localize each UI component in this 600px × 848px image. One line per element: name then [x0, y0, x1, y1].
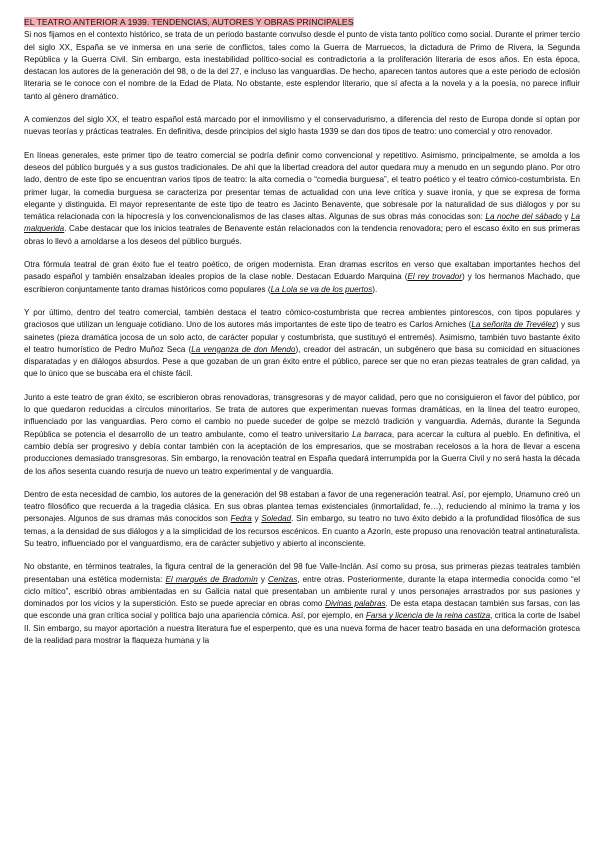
text-run: . De esta etapa destacan también sus farsas, con las que esconde una gran crítica social y política bajo una apariencia cómica. Así, por ejemplo, en — [24, 599, 580, 621]
work-link-cenizas[interactable]: Cenizas — [267, 574, 298, 584]
paragraph-valle-inclan — [24, 561, 580, 647]
text-run: . Cabe destacar que los inicios teatrales de Benavente están relacionados con la tendencia renovadora; pero el escaso éxito en sus primeras obras lo llevó a amoldarse a los deseos del público burgués. — [24, 224, 580, 246]
work-link-senorita-de-trevelez[interactable]: La señorita de Trevélez — [471, 320, 556, 330]
work-link-fedra[interactable]: Fedra — [230, 514, 252, 524]
work-link-marques-de-bradomin[interactable]: El marqués de Bradomín — [165, 574, 258, 584]
paragraph-generation-98 — [24, 489, 580, 550]
text-run: , critica la corte de Isabel II. Sin embargo, su mayor aportación a nuestra literatura fue el esperpento, que es una nueva forma de hacer teatro basada en una deformación grotesca de la realidad para mostrar la flaqueza humana y la — [24, 611, 580, 646]
text-run: , entre otras. Posteriormente, durante la etapa intermedia conocida como “el ciclo mítico”, escribió obras ambientadas en su Galicia natal que presentaban un ambiente rural y unos personajes arrastrados por sus pasiones y dominados por los vicios y la superstición. Esto se puede apreciar en obras como — [24, 574, 581, 609]
title-line — [24, 16, 580, 29]
paragraph-context: Si nos fijamos en el contexto histórico, se trata de un periodo bastante convulso desde el punto de vista tanto político como social. Durante el primer tercio del siglo XX, España se ve inmersa en una serie de conflictos, tales como la Guerra de Marruecos, la dictadura de Primo de Rivera, la Segunda República y la Guerra Civil. Sin embargo, esta inestabilidad político-social es contradictoria a la proliferación literaria de esos años. En esta época, destacan los autores de la generación del 98, o de la del 27, e incluso las vanguardias. De hecho, aparecen tantos autores que a este periodo de eclosión literaria se le conoce con el nombre de la Edad de Plata. No obstante, este esplendor literario, que sí afecta a la novela y a la poesía, no parece influir tanto al género dramático. — [24, 30, 580, 101]
text-run: Otra fórmula teatral de gran éxito fue el teatro poético, de origen modernista. Eran dramas escritos en verso que exaltaban importantes hechos del pasado español y también ensalzaban ideales propios de la clase noble. Destacan Eduardo Marquina ( — [24, 260, 580, 282]
document-title: EL TEATRO ANTERIOR A 1939. TENDENCIAS, AUTORES Y OBRAS PRINCIPALES — [24, 17, 354, 27]
text-run: Dentro de esta necesidad de cambio, los autores de la generación del 98 estaban a favor de una regeneración teatral. Así, por ejemplo, Unamuno creó un teatro filosófico que recuerda a la tragedia clásica. En sus obras plantea temas existenciales (inmortalidad, fe…), reduciendo al mínimo la trama y los personajes. Algunos de sus dramas más conocidos son — [24, 489, 580, 524]
italic-la-barraca: La barraca — [352, 429, 392, 439]
paragraph-renovating-theatre — [24, 392, 580, 478]
paragraph-comic-theatre — [24, 307, 580, 381]
text-run: No obstante, en términos teatrales, la figura central de la generación del 98 fue Valle-Inclán. Así como su prosa, sus primeras piezas teatrales también presentaban una estética modernista: — [24, 562, 580, 584]
paragraph-commercial-theatre — [24, 150, 580, 248]
work-link-el-rey-trovador[interactable]: El rey trovador — [407, 272, 462, 282]
work-link-venganza-de-don-mendo[interactable]: La venganza de don Mendo — [191, 344, 296, 354]
text-run: ) y los hermanos Machado, que escribieron conjuntamente tanto dramas históricos como populares ( — [24, 272, 580, 294]
paragraph-overview: A comienzos del siglo XX, el teatro español está marcado por el inmovilismo y el conservadurismo, a diferencia del resto de Europa donde sí optan por nuevas teorías y prácticas teatrales. En definitiva, desde principios del siglo hasta 1939 se dan dos tipos de teatro: uno comercial y otro renovador. — [24, 115, 580, 137]
text-run: , para acercar la cultura al pueblo. En definitiva, el cambio debía ser progresivo y debía contar también con la aceptación de los empresarios, que se mostraban recelosos a la hora de llevar a escena producciones demasiado transgresoras. Sin embargo, la renovación teatral en España quedará interrumpida por la Guerra Civil y no será hasta la década de los años sesenta cuando resurja de nuevo un teatro experimental y de vanguardia. — [24, 429, 581, 476]
text-run: ). — [372, 284, 378, 294]
work-link-la-malquerida[interactable]: La malquerida — [24, 212, 581, 234]
work-link-farsa-reina-castiza[interactable]: Farsa y licencia de la reina castiza — [365, 611, 491, 621]
text-run: y — [251, 514, 262, 524]
text-run: ), creador del astracán, un subgénero que basa su comicidad en situaciones disparatadas y en diálogos absurdos. Pese a que gozaban de un gran éxito entre el público, parece ser que no eran piezas teatrales de gran calidad, ya que lo único que se buscaba era el chiste fácil. — [24, 344, 580, 379]
work-link-la-lola[interactable]: La Lola se va de los puertos — [270, 284, 373, 294]
text-run: Junto a este teatro de gran éxito, se escribieron obras renovadoras, transgresoras y de mayor calidad, pero que no consiguieron el favor del público, por lo que quedaron reducidas a círculos minoritarios. Se trata de autores que experimentan nuevas formas dramáticas, en la línea del teatro europeo, influenciado por las vanguardias. Pero como el cambio no puede suceder de golpe se mezcló tradición y vanguardia. Además, durante la Segunda República se potencia el desarrollo de un teatro ambulante, como el teatro universitario — [24, 392, 580, 439]
work-link-soledad[interactable]: Soledad — [261, 514, 292, 524]
work-link-la-noche-del-sabado[interactable]: La noche del sábado — [485, 212, 562, 222]
text-run: . Sin embargo, su teatro no tuvo éxito debido a la profundidad filosófica de sus temas, a la densidad de sus diálogos y a la simplicidad de los recursos escénicos. En cuanto a Azorín, este propuso una renovación teatral antinaturalista. Su teatro, influenciado por el vanguardismo, era de carácter subjetivo y abierto al inconsciente. — [24, 514, 581, 548]
text-run: y — [257, 574, 268, 584]
text-run: En líneas generales, este primer tipo de teatro comercial se podría definir como convencional y repetitivo. Asimismo, principalmente, se amolda a los deseos del público burgués y a sus gustos tradicionales. De ahí que la libertad creadora del autor quedara muy a menudo en un segundo plano. Por otro lado, dentro de este tipo se encuentran varios tipos de teatro: la alta comedia o “comedia burguesa”, el teatro poético y el teatro cómico-costumbrista. En primer lugar, la comedia burguesa se caracteriza por presentar temas de actualidad con una leve crítica y suave ironía, y que se expresa de forma elegante y distinguida. El mayor representante de este tipo de teatro es Jacinto Benavente, que sobresale por la naturalidad de sus diálogos y por su temática relacionada con la hipocresía y los convencionalismos de las clases altas. Algunas de sus obras más conocidas son: — [24, 150, 580, 222]
work-link-divinas-palabras[interactable]: Divinas palabras — [325, 599, 386, 609]
text-run: y — [561, 212, 571, 222]
document-page — [24, 16, 580, 658]
text-run: Y por último, dentro del teatro comercial, también destaca el teatro cómico-costumbrista que recrea ambientes pintorescos, con tipos populares y graciosos que utilizan un lenguaje cotidiano. Uno de los autores más importantes de este tipo de teatro es Carlos Arniches ( — [24, 307, 580, 330]
text-run: ) y sus sainetes (pieza dramática jocosa de un solo acto, de carácter popular y costumbrista, que sustituyó el entremés). Asimismo, también tuvo bastante éxito el teatro humorístico de Pedro Muñoz Seca ( — [24, 320, 580, 354]
paragraph-poetic-theatre — [24, 259, 580, 296]
